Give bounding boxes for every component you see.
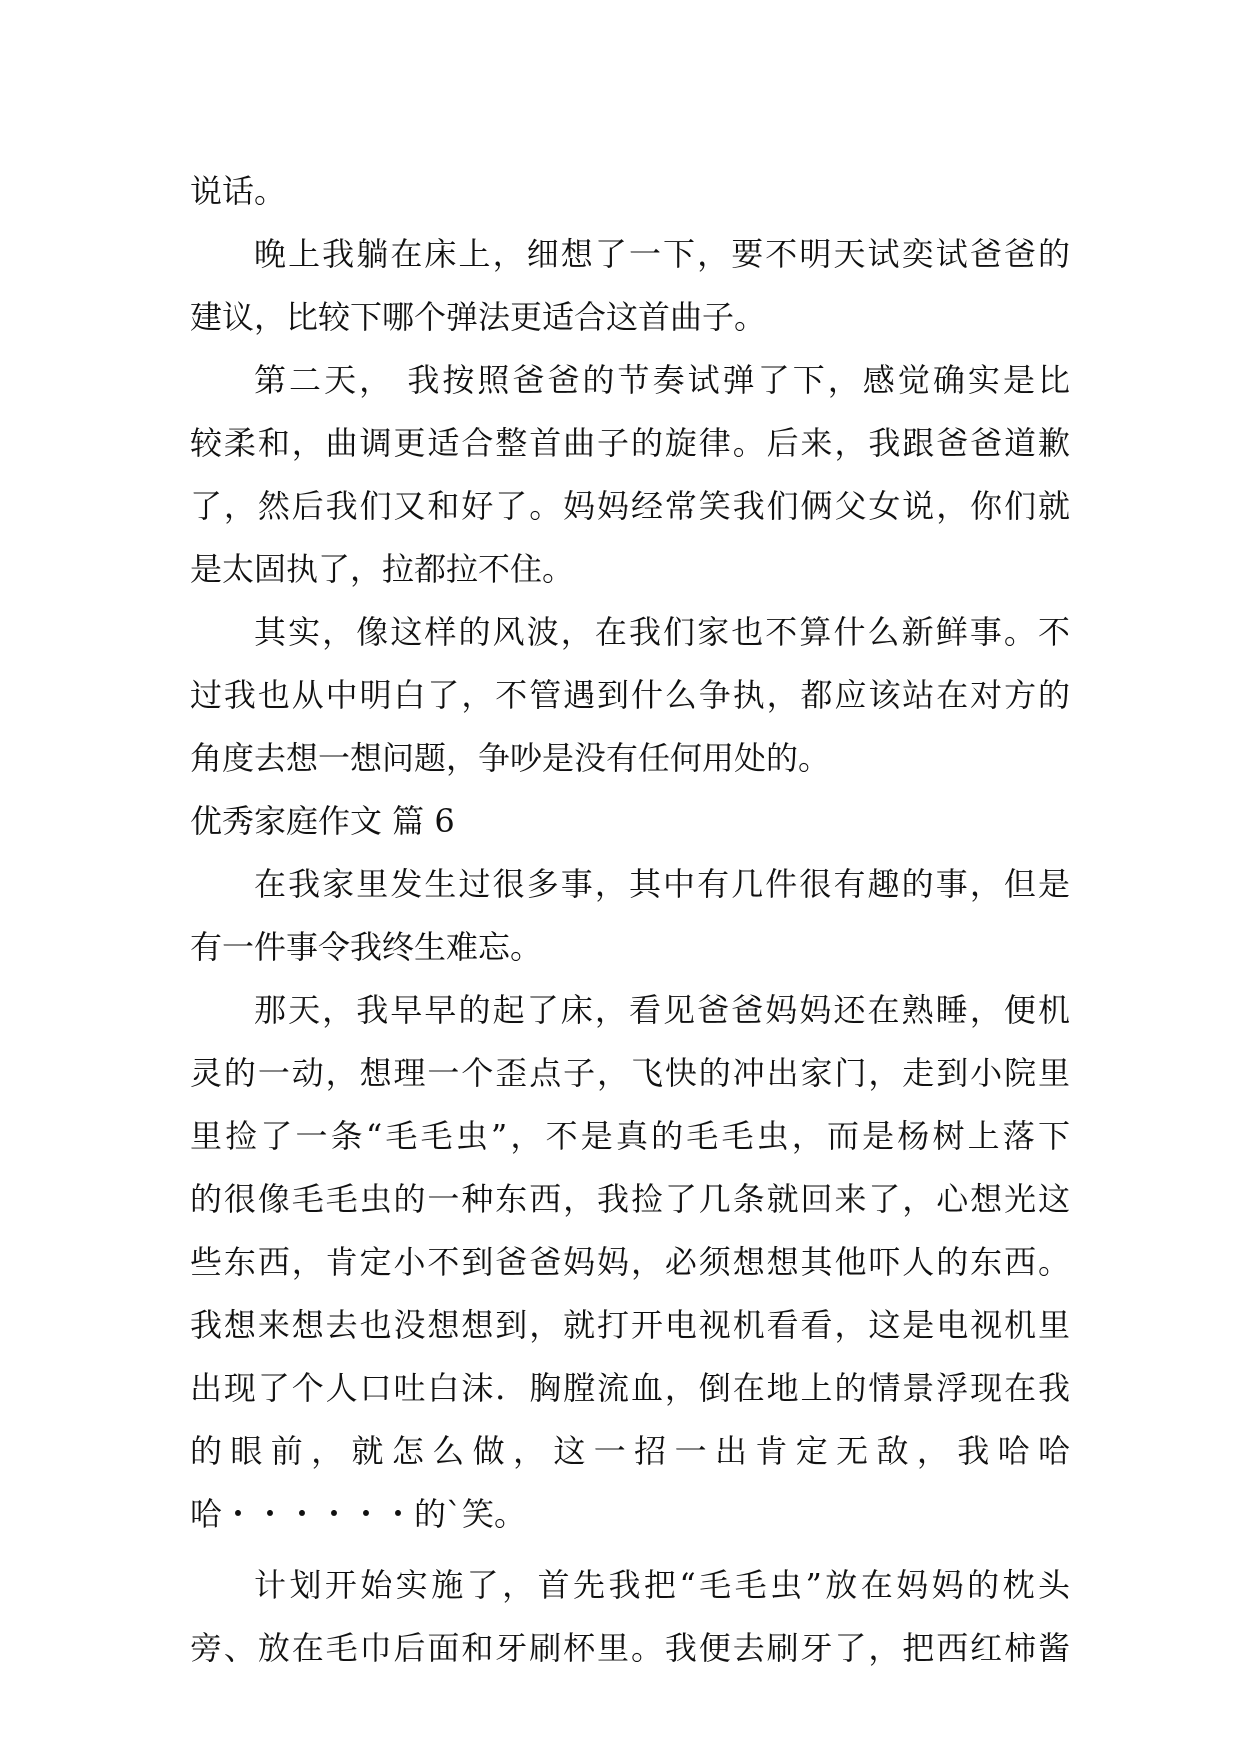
text-line: 建议，比较下哪个弹法更适合这首曲子。: [190, 298, 767, 336]
text-line: 角度去想一想问题，争吵是没有任何用处的。: [190, 739, 831, 777]
text-line: 计划开始实施了，首先我把“毛毛虫”放在妈妈的枕头: [254, 1566, 1070, 1604]
section-heading: 优秀家庭作文 篇 6: [190, 802, 455, 840]
text-line: 第二天， 我按照爸爸的节奏试弹了下，感觉确实是比: [254, 361, 1070, 399]
text-line: 出现了个人口吐白沫．胸膛流血，倒在地上的情景浮现在我: [190, 1369, 1070, 1407]
text-line: 在我家里发生过很多事，其中有几件很有趣的事，但是: [254, 865, 1070, 903]
text-line: 的眼前，就怎么做，这一招一出肯定无敌，我哈哈: [190, 1432, 1070, 1470]
text-line: 灵的一动，想理一个歪点子，飞快的冲出家门，走到小院里: [190, 1054, 1070, 1092]
paragraph-gap: [190, 1546, 1070, 1554]
text-line: 哈・・・・・・的`笑。: [190, 1495, 527, 1533]
text-line: 旁、放在毛巾后面和牙刷杯里。我便去刷牙了，把西红柿酱: [190, 1629, 1070, 1667]
text-line: 里捡了一条“毛毛虫”，不是真的毛毛虫，而是杨树上落下: [190, 1117, 1070, 1155]
text-line: 其实，像这样的风波，在我们家也不算什么新鲜事。不: [254, 613, 1070, 651]
text-line: 有一件事令我终生难忘。: [190, 928, 543, 966]
text-line: 我想来想去也没想想到，就打开电视机看看，这是电视机里: [190, 1306, 1070, 1344]
text-line: 了，然后我们又和好了。妈妈经常笑我们俩父女说，你们就: [190, 487, 1070, 525]
text-line: 说话。: [190, 172, 287, 210]
text-line: 些东西，肯定小不到爸爸妈妈，必须想想其他吓人的东西。: [190, 1243, 1070, 1281]
text-line: 晚上我躺在床上，细想了一下，要不明天试奕试爸爸的: [254, 235, 1070, 273]
text-line: 是太固执了，拉都拉不住。: [190, 550, 575, 588]
essay-text: [190, 160, 1070, 1680]
text-line: 那天，我早早的起了床，看见爸爸妈妈还在熟睡，便机: [254, 991, 1070, 1029]
text-line: 过我也从中明白了，不管遇到什么争执，都应该站在对方的: [190, 676, 1070, 714]
text-line: 较柔和，曲调更适合整首曲子的旋律。后来，我跟爸爸道歉: [190, 424, 1070, 462]
text-line: 的很像毛毛虫的一种东西，我捡了几条就回来了，心想光这: [190, 1180, 1070, 1218]
